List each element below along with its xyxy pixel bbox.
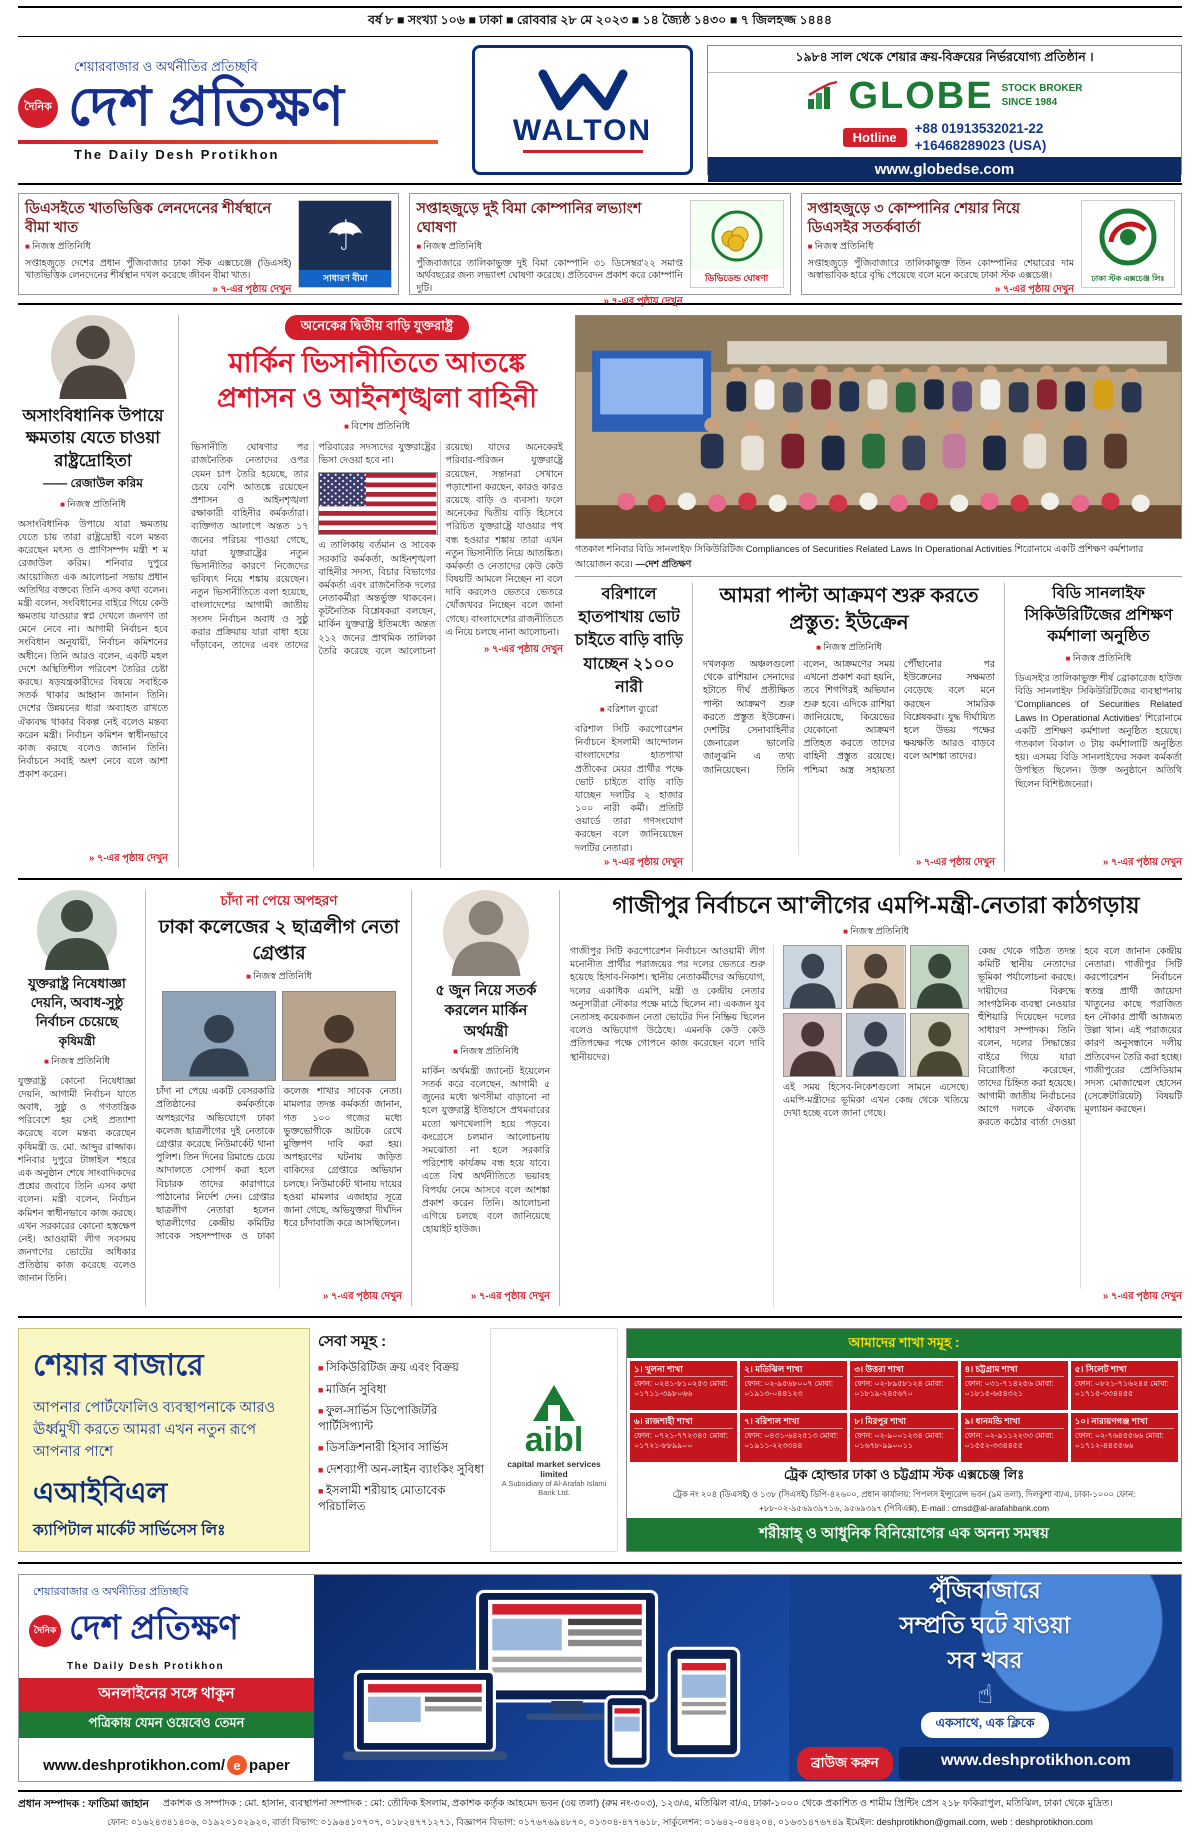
- dse-logo: [1082, 201, 1174, 272]
- see-page-7-link[interactable]: » ৭-এর পৃষ্ঠায় দেখুন: [1102, 1291, 1182, 1302]
- branch-cell: ১০। নারায়ণগঞ্জ শাখা ফোন: ০২-৭৬৪৫৫৬৬ মোবা: ০১৭১২-৪৪৫৫৬৬: [1071, 1413, 1178, 1462]
- publisher-line: প্রকাশক ও সম্পাদক : মো. হাসান, ব্যবস্থাপনা সম্পাদক : মো: তৌফিক ইসলাম, প্রকাশক কর্তৃক আহমেদ ভবন (৩য় তলা) (রুম নং-৩০৩), ১২৩/এ, মতিঝিল বা/এ, ঢাকা-১০০০ থেকে প্রকাশিত ও শামীম প্রিন্টিং প্রেস ২১৮ ফকিরাপুল, মতিঝিল, ঢাকা থেকে মুদ্রিত।: [162, 1798, 1113, 1809]
- globe-tag-since: SINCE 1984: [1001, 97, 1058, 108]
- story-byline: ■ নিজস্ব প্রতিনিধি: [453, 1045, 519, 1060]
- story-body-left: গাজীপুর সিটি করপোরেশন নির্বাচনে আওয়ামী লীগ মনোনীত প্রার্থীর পরাজয়ের পর দলের ভেতরে শুরু হয়েছে হিসাব-নিকাশ। স্থানীয় নেতাকর্মীদের অভিযোগ, দলের একাধিক এমপি, মন্ত্রী ও কেন্দ্রীয় নেতার অনুসারীরা নৌকার পক্ষে মাঠে ছিলেন না। একজন যুব নেতাসহ কয়েকজন নেতা ভোটের দিন নিষ্ক্রিয় ছিলেন বলেও অভিযোগ উঠেছে। এমনকি কেউ কেউ প্রতিপক্ষের পক্ষে গোপনে কাজ করেছেন বলে দাবি স্থানীয়দের।: [570, 945, 774, 1306]
- teaser-image-dividend: [690, 200, 784, 288]
- aibl-logo-block: [490, 1328, 618, 1552]
- teaser-dse-warning: [801, 193, 1182, 295]
- daily-badge: দৈনিক: [29, 1615, 61, 1647]
- banner-tagline: শেয়ারবাজার ও অর্থনীতির প্রতিচ্ছবি: [33, 1586, 189, 1598]
- story-body: চাঁদা না পেয়ে একটি বেসরকারি প্রতিষ্ঠানের কর্মকর্তাকে অপহরণের অভিযোগে ঢাকা কলেজ ছাত্রলীগের দুই নেতাকে গ্রেপ্তার করেছে নিউমার্কেট থানা পুলিশ। তিন দিনের রিমান্ডে চেয়ে আদালতে সোপর্দ করা হলে বিচারক তাদের কারাগারে পাঠানোর নির্দেশ দেন। গ্রেপ্তার ছাত্রলীগ নেতারা হলেন ছাত্রলীগের কেন্দ্রীয় কমিটির সাবেক সহসম্পাদক ও ঢাকা কলেজ শাখার সাবেক নেতা। মামলার তদন্ত কর্মকর্তা জানান, গত ১০০ গজের মধ্যে ভুক্তভোগীকে আটকে রেখে মুক্তিপণ দাবি করা হয়। অপহরণের ঘটনায় জড়িত বাকিদের গ্রেপ্তারে অভিযান চলছে। নিউমার্কেট থানায় দায়ের হওয়া মামলার এজাহার সূত্রে জানা গেছে, অভিযুক্তরা দীর্ঘদিন ধরে চাঁদাবাজি করে আসছিলেন।: [156, 1086, 402, 1242]
- services-header: সেবা সমূহ :: [318, 1333, 387, 1350]
- masthead: [18, 37, 1182, 185]
- aibl-building-icon: [531, 1383, 577, 1423]
- leader-portrait: [783, 1013, 842, 1077]
- teaser-insurance-sector: [18, 193, 399, 295]
- branch-grid: [627, 1358, 1181, 1465]
- branches-header: আমাদের শাখা সমূহ :: [627, 1329, 1181, 1358]
- hotline-label: Hotline: [843, 128, 907, 147]
- teaser-byline: ■ নিজস্ব প্রতিনিধি: [416, 240, 682, 255]
- service-item: ■ ফুল-সার্ভিস ডিপোজিটরি পার্টিসিপ্যান্ট: [318, 1404, 484, 1435]
- lead-body-part-2: এ তালিকায় বর্তমান ও সাবেক সরকারি কর্মকর্তা, আইনশৃঙ্খলা বাহিনীর সদস্য, বিচার বিভাগের কর্মকর্তা এবং রাজনৈতিক দলের নেতাকর্মীরা অন্তর্ভুক্ত থাকবেন। কূটনৈতিক বিশ্লেষকরা বলছেন, মার্কিন যুক্তরাষ্ট্র ইতিমধ্যে অন্তত ২১২ জনের প্রাথমিক তালিকা তৈরি করেছে বলে আলোচনা রয়েছে। যাদের অনেকেরই পরিবার-পরিজন যুক্তরাষ্ট্রে রয়েছেন, সন্তানরা সেখানে পড়াশোনা করছেন, কারও কারও রয়েছে বাড়ি ও ব্যবসা। ফলে অনেকের দ্বিতীয় বাড়ি হিসেবে পরিচিত যুক্তরাষ্ট্রে যাওয়ার পথ বন্ধ হওয়ার শঙ্কায় তারা এখন নতুন ভিসানীতি নিয়ে আতঙ্কিত। কর্মকর্তা ও নেতাদের কেউ কেউ বিষয়টি আমলে নিচ্ছেন না বলে দাবি করলেও ভেতরে ভেতরে খোঁজখবর নিচ্ছেন বলে জানা গেছে। বাংলাদেশের রাজনীতিতে এ নিয়ে চলছে নানা আলোচনা।: [318, 442, 563, 656]
- devices-graphic: [314, 1575, 789, 1781]
- teaser-byline: ■ নিজস্ব প্রতিনিধি: [808, 240, 1074, 255]
- teaser-body: সপ্তাহজুড়ে দেশের প্রধান পুঁজিবাজার ঢাকা স্টক এক্সচেঞ্জে (ডিএসই) খাতভিত্তিক লেনদেনের শীর্ষস্থান দখল করেছে জীবন বীমা খাত।: [25, 257, 292, 281]
- walton-logo-icon: [538, 68, 628, 112]
- workshop-group-photo: [575, 315, 1182, 539]
- teaser-image-label: ডিভিডেন্ড ঘোষণা: [691, 270, 783, 287]
- see-page-7-link[interactable]: » ৭-এর পৃষ্ঠায় দেখুন: [915, 856, 995, 868]
- coins-icon: [691, 201, 783, 270]
- see-page-7-link[interactable]: » ৭-এর পৃষ্ঠায় দেখুন: [603, 856, 683, 868]
- aibl-subtitle: capital market services limited: [507, 1459, 601, 1479]
- see-page-7-link[interactable]: » ৭-এর পৃষ্ঠায় দেখুন: [322, 1291, 402, 1302]
- newspaper-logo: দেশ প্রতিক্ষণ: [68, 77, 345, 138]
- story-headline: যুক্তরাষ্ট্র নিষেধাজ্ঞা দেয়নি, অবাধ-সুষ্ঠু নির্বাচন চেয়েছে: [28, 976, 126, 1029]
- service-item: ■ মার্জিন সুবিধা: [318, 1383, 484, 1399]
- logo-underline: [18, 140, 438, 144]
- teaser-headline: ডিএসইতে খাতভিত্তিক লেনদেনের শীর্ষস্থানে বীমা খাত: [25, 201, 272, 236]
- globe-bars-icon: [806, 81, 840, 111]
- ad-text: আপনার পোর্টফোলিও ব্যবস্থাপনাকে আরও ঊর্ধ্বমুখী করতে আমরা এখন নতুন রূপে আপনার পাশে: [33, 1400, 276, 1460]
- story-body: দখলকৃত অঞ্চলগুলো থেকে রাশিয়ান সেনাদের হটাতে দীর্ঘ প্রতীক্ষিত পাল্টা আক্রমণ শুরু করতে প্রস্তুত ইউক্রেন। দেশটির সেনাবাহিনীর জেনারেল ভালেরি জালুঝনি এ তথ্য জানিয়েছেন। তিনি বলেন, আক্রমণের সময় এখনো প্রকাশ করা হয়নি, তবে শিগগিরই অভিযান শুরু হবে। এদিকে রাশিয়া জানিয়েছে, কিয়েভের যেকোনো আক্রমণ প্রতিহত করতে তাদের বাহিনী প্রস্তুত রয়েছে। পশ্চিমা অস্ত্র সহায়তা পৌঁছানোর পর ইউক্রেনের সক্ষমতা বেড়েছে বলে মনে করছেন সামরিক বিশ্লেষকরা। যুদ্ধ দীর্ঘায়িত হলে উভয় পক্ষের ক্ষয়ক্ষতি আরও বাড়বে বলে আশঙ্কা তাদের।: [703, 659, 995, 775]
- walton-label: WALTON: [512, 113, 653, 147]
- daily-badge: দৈনিক: [18, 88, 58, 128]
- see-page-7-link[interactable]: » ৭-এর পৃষ্ঠায় দেখুন: [603, 296, 683, 308]
- online-promo-banner: [18, 1574, 1182, 1782]
- story-gazipur-election: [570, 890, 1182, 1306]
- story-body-right: কেন্দ্র থেকে গঠিত তদন্ত কমিটি স্থানীয় নেতাদের ভূমিকা পর্যালোচনা করছে। দায়ীদের বিরুদ্ধে সাংগঠনিক ব্যবস্থা নেওয়ার হুঁশিয়ারি দিয়েছেন দলের সাধারণ সম্পাদক। তিনি বলেন, দলের সিদ্ধান্তের বাইরে গিয়ে যারা বিরোধিতা করেছেন, তাদের চিহ্নিত করা হয়েছে। আগামী জাতীয় নির্বাচনের আগে দলকে ঐক্যবদ্ধ করতে কঠোর বার্তা দেওয়া হবে বলে জানান কেন্দ্রীয় নেতারা। গাজীপুর সিটি করপোরেশন নির্বাচনে স্বতন্ত্র প্রার্থী জায়েদা খাতুনের কাছে পরাজিত হন নৌকার প্রার্থী আজমত উল্লা খান। এই পরাজয়ের কারণ অনুসন্ধানে দলীয় প্রতিবেদন তৈরি করা হচ্ছে। গাজীপুরের প্রেসিডিয়াম সদস্য মোজাম্মেল হোসেন (সেক্রেটারিয়েট) বিষয়টি মূল্যায়ন করছেন।: [978, 946, 1182, 1128]
- story-headline: অসাংবিধানিক উপায়ে ক্ষমতায় যেতে চাওয়া রাষ্ট্রদ্রোহিতা: [22, 407, 164, 470]
- banner-subtitle: The Daily Desh Protikhon: [67, 1661, 225, 1672]
- see-page-7-link[interactable]: » ৭-এর পৃষ্ঠায় দেখুন: [212, 283, 292, 295]
- lead-right-column: [575, 315, 1182, 868]
- branch-cell: ৯। ধানমন্ডি শাখা ফোন: ০২-৯১১২২৩৩ মোবা: ০১৫৫২-৩৩৪৪৫৫: [961, 1413, 1068, 1462]
- promo-line-2: সম্প্রতি ঘটে যাওয়া: [899, 1612, 1071, 1639]
- story-ukraine: [703, 583, 1005, 872]
- story-byline: ■ নিজস্ব প্রতিনিধি: [1015, 652, 1182, 667]
- teaser-image-dse: [1081, 200, 1175, 288]
- leader-portrait: [846, 945, 905, 1009]
- aibl-wordmark: aibl: [524, 1421, 584, 1459]
- globe-ad[interactable]: [707, 45, 1182, 178]
- story-borishal: [575, 583, 693, 872]
- story-us-treasury: [422, 890, 560, 1306]
- branch-cell: ১। খুলনা শাখা ফোন: ০২৪১-৮১০২৫৩ মোবা: ০১৭১১-৩৯৮০৬৬: [630, 1361, 737, 1410]
- teaser-headline: সপ্তাহজুড়ে ৩ কোম্পানির শেয়ার নিয়ে ডিএসইর সতর্কবার্তা: [807, 201, 1021, 236]
- promo-line-3: সব খবর: [947, 1646, 1023, 1673]
- story-headline: বরিশালে হাতপাখায় ভোট চাইতে বাড়ি বাড়ি যাচ্ছেন ২১০০ নারী: [575, 586, 684, 696]
- leader-portrait: [910, 1013, 969, 1077]
- walton-underline: [523, 150, 643, 153]
- story-headline: আমরা পাল্টা আক্রমণ শুরু করতে প্রস্তুত: ইউক্রেন: [719, 585, 979, 634]
- story-agri-minister: [18, 890, 146, 1306]
- teaser-image-label: সাধারণ বীমা: [299, 270, 391, 287]
- see-page-7-link[interactable]: » ৭-এর পৃষ্ঠায় দেখুন: [1102, 856, 1182, 868]
- teaser-headline: সপ্তাহজুড়ে দুই বিমা কোম্পানির লভ্যাংশ ঘোষণা: [416, 201, 642, 236]
- yellen-portrait: [443, 890, 529, 976]
- ad-branches-panel: [626, 1328, 1182, 1552]
- story-headline: ৫ জুন নিয়ে সতর্ক করলেন মার্কিন অর্থমন্ত্রী: [435, 983, 537, 1040]
- leader-portrait-grid: [783, 945, 969, 1077]
- shariah-slogan-bar: শরীয়াহ্ ও আধুনিক বিনিয়োগের এক অনন্য সমন্বয়: [627, 1518, 1181, 1551]
- brand-tagline: শেয়ারবাজার ও অর্থনীতির প্রতিচ্ছবি: [74, 59, 258, 75]
- branch-cell: ৪। চট্টগ্রাম শাখা ফোন: ০৩১-৭১৪২৫৬ মোবা: ০১৮১৫-৬৫৪৩২১: [961, 1361, 1068, 1410]
- arrested-leader-photo-2: [282, 991, 396, 1081]
- leader-portrait: [783, 945, 842, 1009]
- story-body: বরিশাল সিটি করপোরেশন নির্বাচনে ইসলামী আন্দোলন বাংলাদেশের হাতপাখা প্রতীকের মেয়র প্রার্থীর পক্ষে ভোট চাইতে বাড়ি বাড়ি যাচ্ছেন দলটির ২ হাজার ১০০ নারী কর্মী। প্রতিটি ওয়ার্ডে তারা গণসংযোগ করছেন বলে জানিয়েছেন দলটির নেতারা।: [575, 723, 683, 853]
- promo-line-1: পুঁজিবাজারে: [929, 1577, 1041, 1604]
- imprint-footer: [18, 1790, 1182, 1833]
- ad-services-panel: [318, 1328, 618, 1552]
- story-attribution: —— রেজাউল করিম: [43, 475, 143, 490]
- see-page-7-link[interactable]: » ৭-এর পৃষ্ঠায় দেখুন: [88, 853, 168, 864]
- epaper-e-icon: e: [227, 1755, 247, 1775]
- hotline-number-1: +88 01913532021-22: [914, 121, 1044, 136]
- epaper-url[interactable]: www.deshprotikhon.com/ e paper: [43, 1756, 290, 1774]
- see-page-7-link[interactable]: » ৭-এর পৃষ্ঠায় দেখুন: [483, 644, 563, 655]
- branch-cell: ৬। রাজশাহী শাখা ফোন: ০৭২১-৭৭২৩৪৫ মোবা: ০১৭২১-৮৮৯৯০০: [630, 1413, 737, 1462]
- second-section: [18, 880, 1182, 1318]
- banner-brand-block: [19, 1575, 314, 1781]
- story-kicker: চাঁদা না পেয়ে অপহরণ: [220, 893, 338, 908]
- story-byline: ■ নিজস্ব প্রতিনিধি: [18, 498, 168, 513]
- pointer-hand-icon: ☝: [977, 1678, 993, 1709]
- lead-body-part-1: ভিসানীতি ঘোষণার পর রাজনৈতিক নেতাদের ওপর যেমন চাপ তৈরি হয়েছে, তার চেয়ে বেশি আতঙ্কে রয়েছেন প্রশাসন ও আইনশৃঙ্খলা রক্ষাকারী বাহিনীর কর্মকর্তারা। ব্যক্তিগত আলাপে অন্তত ১৭ জনের পরিচয় পাওয়া গেছে, যারা যুক্তরাষ্ট্রের নতুন ভিসানীতির কারণে নিজেদের ভবিষ্যৎ নিয়ে শঙ্কায় রয়েছেন। নতুন ভিসানীতিতে বলা হয়েছে, বাংলাদেশের আগামী জাতীয় সংসদ নির্বাচন অবাধ ও সুষ্ঠু করার প্রক্রিয়ায় যারা বাধা হয়ে দাঁড়াবেন, তাদের এবং তাদের পরিবারের সদস্যদের যুক্তরাষ্ট্রের ভিসা দেওয়া হবে না।: [191, 442, 436, 650]
- story-sub-attribution: কৃষিমন্ত্রী: [58, 1033, 96, 1048]
- globe-url[interactable]: www.globedse.com: [708, 157, 1181, 182]
- globe-brand: GLOBE: [848, 75, 994, 117]
- story-byline: ■ বিশেষ প্রতিনিধি: [191, 420, 563, 435]
- photo-caption: গতকাল শনিবার বিডি সানলাইফ সিকিউরিটিজ Compliances of Securities Related Laws In Operational Activities শিরোনামে একটি প্রশিক্ষণ কর্মশালার আয়োজন করে। —দেশ প্রতিক্ষণ: [575, 539, 1182, 577]
- ad-brand-subname: ক্যাপিটাল মার্কেট সার্ভিসেস লিঃ: [33, 1522, 226, 1540]
- teaser-body: পুঁজিবাজারে তালিকাভুক্ত দুই বিমা কোম্পানি ৩১ ডিসেম্বর'২২ সমাপ্ত অর্থবছরের জন্য লভ্যাংশ ঘোষণা করেছে। প্রতিবেদন প্রকাশ করে কোম্পানি দুটি।: [416, 257, 683, 293]
- story-body-middle: এই সময় হিসেব-নিকেশগুলো সামনে এসেছে। এমপি-মন্ত্রীদের ভূমিকা এখন কেন্দ্র থেকে খতিয়ে দেখা হচ্ছে বলে জানা গেছে।: [783, 1082, 969, 1119]
- story-body: অসাংবিধানিক উপায়ে যারা ক্ষমতায় যেতে চায় তারা রাষ্ট্রদ্রোহী বলে মন্তব্য করেছেন মৎস্য ও প্রাণিসম্পদ মন্ত্রী শ ম রেজাউল করিম। শনিবার দুপুরে আয়োজিত এক আলোচনা সভায় প্রধান অতিথির বক্তব্যে তিনি এসব কথা বলেন। মন্ত্রী বলেন, সংবিধানের বাইরে গিয়ে কেউ ক্ষমতায় যাওয়ার স্বপ্ন দেখলে জনগণ তা মেনে নেবে না। আগামী নির্বাচন হবে সংবিধান অনুযায়ী, নির্বাচন কমিশনের অধীনে। তিনি আরও বলেন, একটি মহল দেশে অস্থিতিশীল পরিবেশ তৈরির চেষ্টা করছে। ষড়যন্ত্রকারীদের বিষয়ে সবাইকে সতর্ক থাকার আহ্বান জানান তিনি। দেশের উন্নয়নের ধারা অব্যাহত রাখতে ঐক্যবদ্ধ থাকার বিকল্প নেই বলেও মন্তব্য করেন মন্ত্রী। নির্বাচন কমিশন স্বাধীনভাবে কাজ করছে বলেও জানান তিনি। নির্বাচনে সবাই অংশ নেবে বলে আশা প্রকাশ করেন।: [18, 518, 168, 780]
- browse-button[interactable]: ব্রাউজ করুন: [797, 1747, 893, 1780]
- market-news-promo: [789, 1575, 1181, 1781]
- ad-brand-name: এআইবিএল: [33, 1477, 168, 1509]
- story-chhatraleague-arrest: [156, 890, 412, 1306]
- story-headline: গাজীপুর নির্বাচনে আ'লীগের এমপি-মন্ত্রী-নেতারা কাঠগড়ায়: [612, 892, 1140, 918]
- story-byline: ■ নিজস্ব প্রতিনিধি: [703, 641, 995, 656]
- us-flag-image: [318, 472, 437, 536]
- teaser-row: [18, 185, 1182, 308]
- branch-cell: ৮। মিরপুর শাখা ফোন: ০২-৯০০১২৩৪ মোবা: ০১৬৭৮-৯৯০০১১: [850, 1413, 957, 1462]
- service-item: ■ ইসলামী শরীয়াহ মোতাবেক পরিচালিত: [318, 1484, 484, 1515]
- stay-online-strip: অনলাইনের সঙ্গে থাকুন: [19, 1678, 314, 1711]
- rezaul-karim-portrait: [51, 315, 135, 399]
- branch-cell: ৩। উত্তরা শাখা ফোন: ০২-৮৯৫৮১২৪ মোবা: ০১৮১৯-২৪৫৬৭০: [850, 1361, 957, 1410]
- newspaper-subtitle: The Daily Desh Protikhon: [74, 146, 280, 162]
- web-like-print-strip: পত্রিকায় যেমন ওয়েবেও তেমন: [19, 1711, 314, 1738]
- service-item: ■ দেশব্যাপী অন-লাইন ব্যাংকিং সুবিধা: [318, 1463, 484, 1479]
- story-headline: ঢাকা কলেজের ২ ছাত্রলীগ নেতা গ্রেপ্তার: [158, 917, 400, 964]
- branch-cell: ২। মতিঝিল শাখা ফোন: ০২-৯৫৬৮০০৭ মোবা: ০১৯১৩-০৪৪১২৩: [740, 1361, 847, 1410]
- leader-portrait: [846, 1013, 905, 1077]
- globe-top-line: ১৯৮৪ সাল থেকে শেয়ার ক্রয়-বিক্রয়ের নির্ভরযোগ্য প্রতিষ্ঠান ।: [708, 46, 1181, 73]
- teaser-body: সপ্তাহজুড়ে পুঁজিবাজারে তালিকাভুক্ত তিন কোম্পানির শেয়ারের দাম অস্বাভাবিক হারে বৃদ্ধি পেয়েছে বলে মনে করেছে ঢাকা স্টক এক্সচেঞ্জ।: [807, 257, 1074, 281]
- lead-headline: মার্কিন ভিসানীতিতে আতঙ্কে প্রশাসন ও আইনশৃঙ্খলা বাহিনী: [217, 348, 537, 414]
- trek-holder-details: ট্রেক নং ২০৪ (ডিএসই) ও ১৩৮ (সিএসই) ডিপি-৪২৬০০, প্রধান কার্যালয়: পিপলস ইন্স্যুরেন্স ভবন (৯ম তলা), দিলকুশা বা/এ, ঢাকা-১০০০ ফোন: +৮৮-০২-৯৫৬৯৩৯৭১৬, ৯৫৬৯৩৯৭ (পিবিএক্স), E-mail : cmsd@al-arafahbank.com: [672, 1489, 1136, 1513]
- teaser-byline: ■ নিজস্ব প্রতিনিধি: [25, 240, 291, 255]
- arrested-leader-photo-1: [162, 991, 276, 1081]
- banner-logo: দেশ প্রতিক্ষণ: [69, 1609, 239, 1647]
- hotline-number-2: +16468289023 (USA): [914, 137, 1047, 153]
- website-url[interactable]: www.deshprotikhon.com: [899, 1747, 1173, 1780]
- contact-line: ফোন: ০১৬২৪৩৪১৪০৬, ০১৯২০১০২৯২০, বার্তা বিভাগ: ০১৯৬৪১০৭০৭, ০১৮২৪৭৭১২৭১, বিজ্ঞাপন বিভাগ: ০১৭৬৭৬৯৪৮৭০, ০১৩০৪-৪৭৭৬১৮, সার্কুলেশন: ০১৬৪২-০৪৪২০৪, ০১৬৩১৪৭৬৭৪৯ ইমেইল: deshprotikhon@gmail.com, web : deshprotikhon.com: [107, 1816, 1093, 1827]
- story-body: যুক্তরাষ্ট্র কোনো নিষেধাজ্ঞা দেয়নি, আগামী নির্বাচন যাতে অবাধ, সুষ্ঠু ও গণতান্ত্রিক পরিবেশে হয় সেই প্রত্যাশা করেছে বলে মন্তব্য করেছেন কৃষিমন্ত্রী ড. মো. আব্দুর রাজ্জাক। শনিবার দুপুরে টাঙ্গাইল শহরে এক অনুষ্ঠান শেষে সাংবাদিকদের প্রশ্নের জবাবে তিনি এসব কথা বলেন। মন্ত্রী বলেন, নির্বাচন কমিশন স্বাধীনভাবে কাজ করছে। এখন সরকারের কোনো হস্তক্ষেপ নেই। আওয়ামী লীগ সবসময় জনগণের ভোটের অধিকার প্রতিষ্ঠায় কাজ করেছে বলেও জানান তিনি।: [18, 1075, 136, 1284]
- leader-portrait: [910, 945, 969, 1009]
- globe-tag-broker: STOCK BROKER: [1001, 83, 1083, 94]
- lead-section: [18, 305, 1182, 880]
- story-byline: ■ নিজস্ব প্রতিনিধি: [570, 925, 1182, 940]
- story-byline: ■ বরিশাল ব্যুরো: [575, 703, 683, 718]
- ad-yellow-panel: [18, 1328, 310, 1552]
- ad-title: শেয়ার বাজারে: [33, 1349, 204, 1382]
- trek-holder-line: ট্রেক হোল্ডার ঢাকা ও চট্টগ্রাম স্টক এক্সচেঞ্জ লিঃ: [783, 1467, 1025, 1482]
- story-kicker: অনেকের দ্বিতীয় বাড়ি যুক্তরাষ্ট্র: [285, 315, 469, 340]
- see-page-7-link[interactable]: » ৭-এর পৃষ্ঠায় দেখুন: [470, 1291, 550, 1302]
- teaser-image-insurance: [298, 200, 392, 288]
- story-body: মার্কিন অর্থমন্ত্রী জ্যানেট ইয়েলেন সতর্ক করে বলেছেন, আগামী ৫ জুনের মধ্যে ঋণসীমা বাড়ানো না হলে যুক্তরাষ্ট্র ইতিহাসে প্রথমবারের মতো ঋণখেলাপি হয়ে পড়বে। কংগ্রেসে চলমান আলোচনায় সমঝোতা না হলে সরকারি পরিশোধ কার্যক্রম বন্ধ হয়ে যাবে। এতে বিশ্ব অর্থনীতিতে ভয়াবহ বিপর্যয় নেমে আসবে বলে আশঙ্কা প্রকাশ করেন তিনি। আলোচনা এগিয়ে চলছে বলে জানিয়েছে হোয়াইট হাউজ।: [422, 1065, 550, 1235]
- branch-cell: ৫। সিলেট শাখা ফোন: ০৮২১-৭১৬২৪৫ মোবা: ০১৭১৫-৩৩৪৪৫৫: [1071, 1361, 1178, 1410]
- teaser-dividend: [409, 193, 790, 308]
- story-body: ডিএসই'র তালিকাভুক্ত শীর্ষ ব্রোকারেজ হাউজ বিডি সানলাইফ সিকিউরিটিজের ব্যবস্থাপনায় 'Compliances of Securities Related Laws In Operational Activities' শিরোনামে একটি প্রশিক্ষণ কর্মশালা অনুষ্ঠিত হয়েছে। গতকাল বিকাল ৩ টায় কর্মশালাটি অনুষ্ঠিত হয়। এসময় বিডি সানলাইফের সকল কর্মকর্তা উপস্থিত ছিলেন। উক্ত অনুষ্ঠানে অতিথি ছিলেন বিশিষ্টজনেরা।: [1015, 673, 1182, 789]
- story-headline: বিডি সানলাইফ সিকিউরিটিজের প্রশিক্ষণ কর্মশালা অনুষ্ঠিত: [1024, 585, 1173, 646]
- one-click-pill: একসাথে, এক ক্লিকে: [921, 1712, 1048, 1738]
- aibl-advertisement[interactable]: [18, 1318, 1182, 1564]
- service-item: ■ ডিসক্রিশনারী হিসাব সার্ভিস: [318, 1441, 484, 1457]
- teaser-image-label: ঢাকা স্টক এক্সচেঞ্জ লিঃ: [1082, 272, 1174, 287]
- branch-cell: ৭। বরিশাল শাখা ফোন: ০৪৩১-৬৪২৫১৩ মোবা: ০১৯১১-২২৩৩৪৪: [740, 1413, 847, 1462]
- brand-block: [18, 45, 458, 175]
- see-page-7-link[interactable]: » ৭-এর পৃষ্ঠায় দেখুন: [994, 283, 1074, 295]
- story-byline: ■ নিজস্ব প্রতিনিধি: [44, 1055, 110, 1070]
- lead-story-body: [191, 441, 563, 868]
- umbrella-icon: ☂: [299, 201, 391, 270]
- chief-editor-line: প্রধান সম্পাদক : ফাতিমা জাহান: [18, 1798, 149, 1810]
- story-sunlife-workshop: [1015, 583, 1182, 872]
- agri-minister-portrait: [37, 890, 117, 970]
- aibl-subsidiary-line: A Subsidiary of Al-Arafah Islami Bank Ltd.: [501, 1479, 607, 1497]
- service-item: ■ সিকিউরিটিজ ক্রয় এবং বিক্রয়: [318, 1361, 484, 1377]
- story-visa-policy: [191, 315, 563, 868]
- photo-credit: —দেশ প্রতিক্ষণ: [635, 559, 692, 569]
- story-sedition: [18, 315, 179, 868]
- story-byline: ■ নিজস্ব প্রতিনিধি: [156, 970, 402, 985]
- date-line: বর্ষ ৮ ■ সংখ্যা ১০৬ ■ ঢাকা ■ রোববার ২৮ মে ২০২৩ ■ ১৪ জ্যৈষ্ঠ ১৪৩০ ■ ৭ জিলহজ্জ ১৪৪৪: [18, 6, 1182, 37]
- walton-ad[interactable]: [472, 45, 693, 175]
